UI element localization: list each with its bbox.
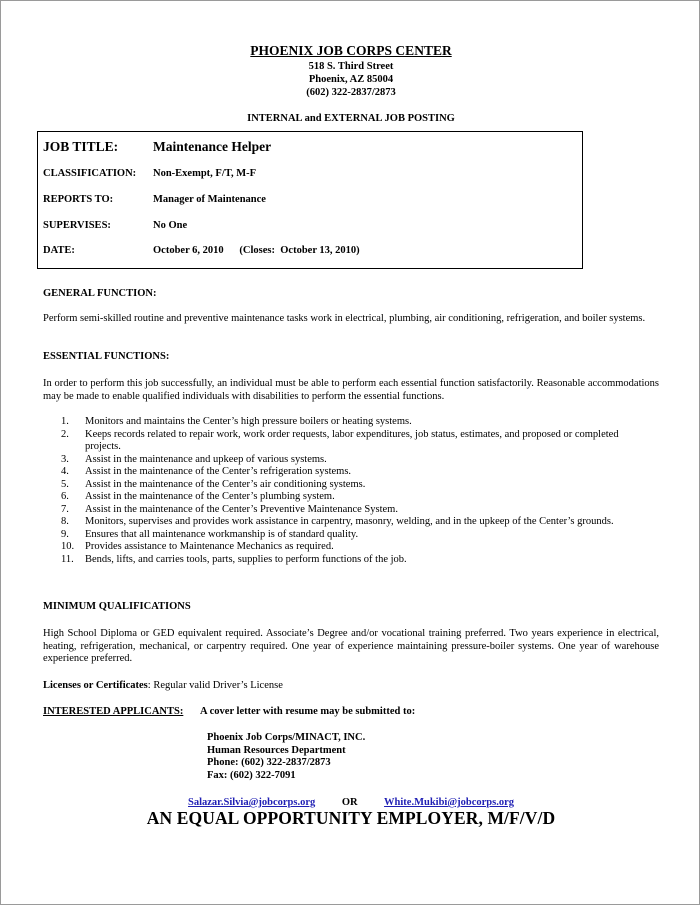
list-item: 7. Assist in the maintenance of the Center’s Preventive Maintenance System. xyxy=(61,503,398,515)
reports-to-value: Manager of Maintenance xyxy=(153,194,266,205)
street-address: 518 S. Third Street xyxy=(308,61,394,72)
contact-department: Human Resources Department xyxy=(207,744,346,756)
licenses-line xyxy=(43,680,283,691)
list-item: 9. Ensures that all maintenance workmanship is of standard quality. xyxy=(61,528,359,540)
essential-functions-intro: In order to perform this job successfully, an individual must be able to perform each essential function satisfactorily. Reasonable accommodations may be made to enable qualified individuals with disabilities to perform the essential functions. xyxy=(43,378,659,402)
supervises-label: SUPERVISES: xyxy=(43,220,111,231)
list-item: 2. Keeps records related to repair work, work order requests, labor expenditures, job status, estimates, and proposed or completed projects. xyxy=(61,428,619,452)
or-separator: OR xyxy=(341,797,358,808)
licenses-label: Licenses or Certificates xyxy=(43,680,148,691)
email-link-white[interactable]: White.Mukibi@jobcorps.org xyxy=(384,797,514,808)
list-item: 10. Provides assistance to Maintenance Mechanics as required. xyxy=(61,541,334,552)
classification-label: CLASSIFICATION: xyxy=(43,168,137,179)
list-item: 8. Monitors, supervises and provides work assistance in carpentry, masonry, welding, and in the upkeep of the Center’s grounds. xyxy=(61,516,614,527)
org-name: PHOENIX JOB CORPS CENTER xyxy=(250,43,452,58)
list-item: 1. Monitors and maintains the Center’s high pressure boilers or heating systems. xyxy=(61,416,412,427)
essential-functions-heading: ESSENTIAL FUNCTIONS: xyxy=(43,351,170,362)
list-item: 4. Assist in the maintenance of the Center’s refrigeration systems. xyxy=(61,466,352,477)
date-value: October 6, 2010 (Closes: October 13, 2010) xyxy=(153,245,360,256)
list-item: 5. Assist in the maintenance of the Center’s air conditioning systems. xyxy=(61,478,366,490)
email-line xyxy=(1,797,700,808)
header-phone: (602) 322-2837/2873 xyxy=(306,87,396,98)
interested-applicants-text: A cover letter with resume may be submitted to: xyxy=(200,706,416,717)
list-item: 3. Assist in the maintenance and upkeep of various systems. xyxy=(61,453,327,465)
email-link-salazar[interactable]: Salazar.Silvia@jobcorps.org xyxy=(188,797,316,808)
contact-address-block xyxy=(207,732,365,782)
list-item: 6. Assist in the maintenance of the Center’s plumbing system. xyxy=(61,491,335,502)
contact-phone: Phone: (602) 322-2837/2873 xyxy=(207,757,331,768)
essential-functions-list xyxy=(43,416,633,566)
reports-to-label: REPORTS TO: xyxy=(43,194,114,205)
posting-type: INTERNAL and EXTERNAL JOB POSTING xyxy=(247,113,455,124)
minimum-qualifications-heading: MINIMUM QUALIFICATIONS xyxy=(43,601,191,612)
interested-applicants-line xyxy=(43,706,415,717)
minimum-qualifications-text: High School Diploma or GED equivalent required. Associate’s Degree and/or vocational training preferred. Two years experience in electrical, heating, refrigeration, mechanical, or carpentry required. One year of experience maintaining pressure-boiler systems. One year of warehouse experience preferred. xyxy=(43,628,659,664)
supervises-value: No One xyxy=(153,220,188,231)
interested-applicants-label: INTERESTED APPLICANTS: xyxy=(43,706,184,717)
contact-org: Phoenix Job Corps/MINACT, INC. xyxy=(207,732,366,743)
city-address: Phoenix, AZ 85004 xyxy=(308,74,394,85)
contact-fax: Fax: (602) 322-7091 xyxy=(207,769,296,781)
licenses-value: : Regular valid Driver’s License xyxy=(147,680,283,691)
equal-opportunity-statement: AN EQUAL OPPORTUNITY EMPLOYER, M/F/V/D xyxy=(146,808,556,828)
general-function-text: Perform semi-skilled routine and preventive maintenance tasks work in electrical, plumbing, air conditioning, refrigeration, and boiler systems. xyxy=(43,313,646,324)
job-title-value: Maintenance Helper xyxy=(153,139,272,154)
list-item: 11. Bends, lifts, and carries tools, parts, supplies to perform functions of the job. xyxy=(61,553,407,565)
general-function-heading: GENERAL FUNCTION: xyxy=(43,288,157,299)
classification-value: Non-Exempt, F/T, M-F xyxy=(153,168,257,179)
job-title-label: JOB TITLE: xyxy=(43,139,119,154)
date-label: DATE: xyxy=(43,245,75,256)
